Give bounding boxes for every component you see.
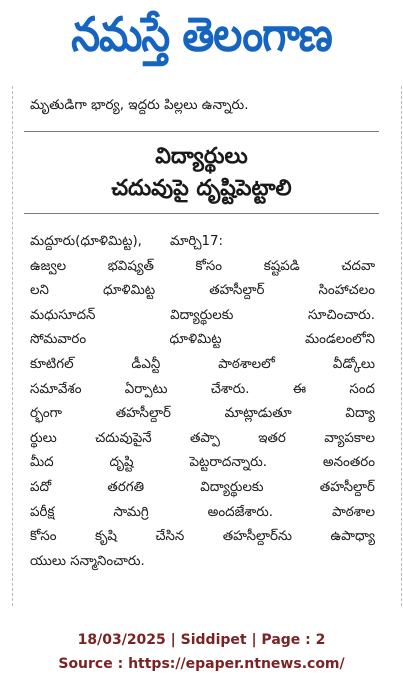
body-line: పదో తరగతి విద్యార్థులకు తహసీల్దార్: [30, 479, 375, 495]
body-line: మీద దృష్టి పెట్టరాదన్నారు. అనంతరం: [30, 455, 375, 471]
dateline-date: మార్చి17:: [169, 234, 224, 249]
dateline-place: మద్దూరు(ధూళిమిట్ట),: [30, 234, 142, 249]
previous-article-tail: మృతుడిగా భార్య, ఇద్దరు పిల్లలు ఉన్నారు.: [30, 97, 249, 113]
dateline: [30, 230, 375, 255]
divider-headline: [24, 213, 379, 214]
body-line: కోసం కృషి చేసిన తహసీల్దార్‌ను ఉపాధ్యా: [30, 529, 375, 545]
footer-meta: 18/03/2025 | Siddipet | Page : 2: [77, 632, 326, 648]
body-line: ర్భంగా తహసీల్దార్ మాట్లాడుతూ విద్యా: [30, 406, 375, 422]
body-line: యులు సన్మానించారు.: [30, 553, 145, 569]
footer-source: Source : https://epaper.ntnews.com/: [58, 656, 345, 672]
body-line: మధుసూదన్ విద్యార్థులకు సూచించారు.: [30, 307, 375, 323]
newspaper-title: నమస్తే తెలంగాణ: [71, 6, 332, 62]
body-line: ఉజ్వల భవిష్యత్ కోసం కష్టపడి చదవా: [30, 258, 375, 274]
body-line: పరీక్ష సామగ్రి అందజేశారు. పాఠశాల: [30, 504, 375, 520]
headline-line-2: చదువుపై దృష్టిపెట్టాలి: [111, 176, 292, 201]
body-line: ర్థులు చదువుపైనే తప్పా ఇతర వ్యాపకాల: [30, 430, 375, 446]
body-line: కూటిగల్ డీఎన్టీ పాఠశాలలో వీడ్కోలు: [30, 356, 375, 372]
article-body: [30, 230, 375, 574]
masthead: [0, 0, 403, 80]
body-line: సమావేశం ఏర్పాటు చేశారు. ఈ సంద: [30, 381, 375, 397]
divider-top: [24, 131, 379, 132]
body-line: సోమవారం ధూళిమిట్ట మండలంలోని: [30, 332, 375, 348]
headline-line-1: విద్యార్థులు: [155, 144, 248, 169]
body-line: లని ధూళిమిట్ట తహసీల్దార్ సింహాచలం: [30, 283, 375, 299]
